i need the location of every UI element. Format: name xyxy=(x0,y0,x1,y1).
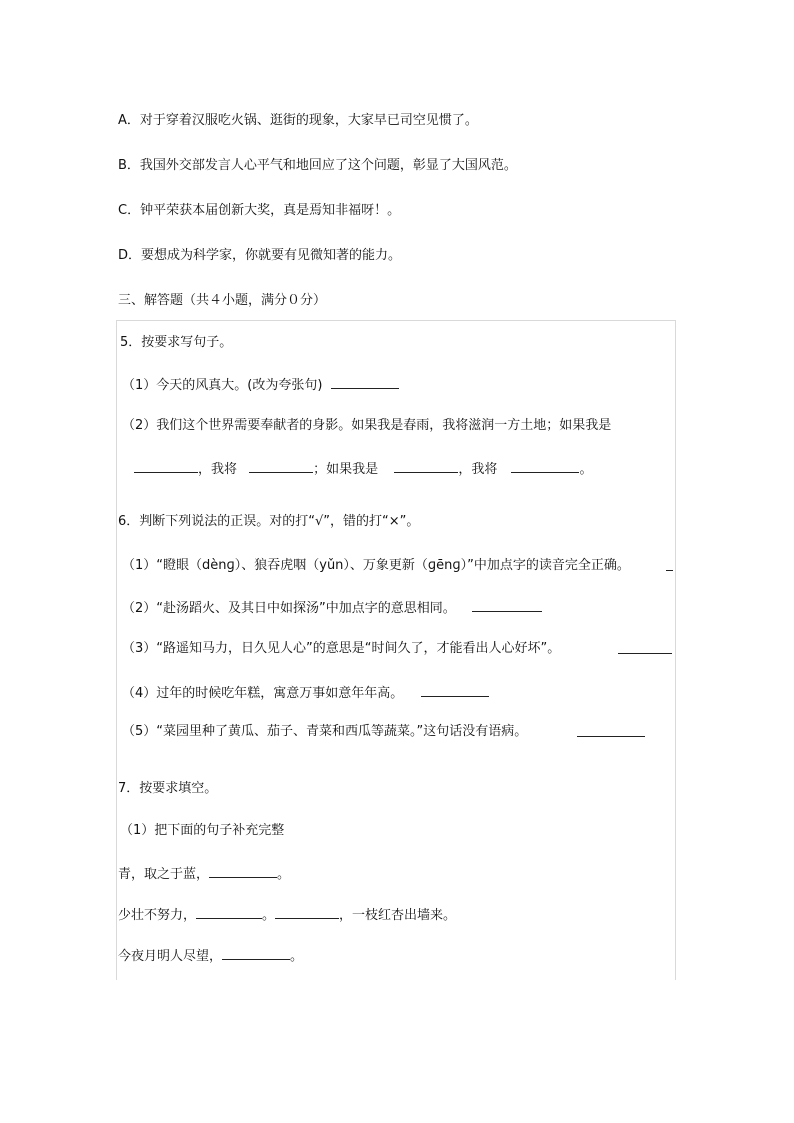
q7-line-2-blank-1[interactable] xyxy=(196,905,262,919)
q6-title: 6．判断下列说法的正误。对的打“√”，错的打“×”。 xyxy=(118,514,420,529)
q5-blank-1[interactable] xyxy=(134,459,198,473)
q7-line-2 xyxy=(118,905,456,925)
q6-item-2 xyxy=(122,598,542,618)
q5-part2-fill xyxy=(134,459,592,479)
q5-title: 5．按要求写句子。 xyxy=(120,335,233,350)
option-c: C．钟平荣获本届创新大奖，真是焉知非福呀！。 xyxy=(118,203,401,218)
q5-part1-text: （1）今天的风真大。(改为夸张句) xyxy=(122,378,323,393)
q7-line-2-end: ，一枝红杏出墙来。 xyxy=(339,908,457,923)
q6-item-3 xyxy=(122,640,560,658)
q7-line-3-text: 今夜月明人尽望， xyxy=(118,949,223,964)
q5-text-c: ，我将 xyxy=(458,462,498,477)
q6-item-3-text: （3）“路遥知马力，日久见人心”的意思是“时间久了，才能看出人心好坏”。 xyxy=(122,641,561,656)
q5-part2-intro: （2）我们这个世界需要奉献者的身影。如果我是春雨，我将滋润一方土地；如果我是 xyxy=(122,418,612,433)
q6-item-4-blank[interactable] xyxy=(421,683,489,697)
q6-item-3-blank[interactable] xyxy=(618,640,672,654)
q7-title: 7．按要求填空。 xyxy=(118,781,218,796)
q5-blank-3[interactable] xyxy=(394,459,458,473)
option-b: B．我国外交部发言人心平气和地回应了这个问题，彰显了大国风范。 xyxy=(118,158,517,173)
q7-line-2-blank-2[interactable] xyxy=(275,905,339,919)
q6-item-1-blank[interactable] xyxy=(666,557,673,571)
q6-item-5-text: （5）“菜园里种了黄瓜、茄子、青菜和西瓜等蔬菜。”这句话没有语病。 xyxy=(122,724,528,739)
q7-line-1 xyxy=(118,864,290,884)
q6-item-5-blank[interactable] xyxy=(577,723,645,737)
q6-item-4 xyxy=(122,683,489,703)
q7-sub1: （1）把下面的句子补充完整 xyxy=(120,823,285,838)
q7-line-1-blank[interactable] xyxy=(209,864,277,878)
q6-item-2-text: （2）“赴汤蹈火、及其日中如探汤”中加点字的意思相同。 xyxy=(122,601,456,616)
q7-line-1-end: 。 xyxy=(277,867,291,882)
q5-blank-2[interactable] xyxy=(249,459,313,473)
section-title: 三、解答题（共４小题，满分０分） xyxy=(118,293,327,308)
q7-line-3 xyxy=(118,946,303,966)
q7-line-2-text: 少壮不努力， xyxy=(118,908,197,923)
q5-text-b: ；如果我是 xyxy=(313,462,379,477)
q6-item-4-text: （4）过年的时候吃年糕，寓意万事如意年年高。 xyxy=(122,686,404,701)
q6-item-1 xyxy=(122,557,630,575)
q7-line-3-end: 。 xyxy=(290,949,304,964)
q6-item-5 xyxy=(122,723,527,741)
q6-item-1-text: （1）“瞪眼（dènɡ）、狼吞虎咽（yǔn）、万象更新（ɡēnɡ）”中加点字的读音完全正确。 xyxy=(122,558,630,573)
q5-text-end: 。 xyxy=(579,462,593,477)
q7-line-2-mid: 。 xyxy=(262,908,276,923)
q5-part1 xyxy=(122,375,399,395)
option-d: D．要想成为科学家，你就要有见微知著的能力。 xyxy=(118,248,402,263)
q7-line-3-blank[interactable] xyxy=(222,946,290,960)
q5-text-a: ，我将 xyxy=(198,462,238,477)
q7-line-1-text: 青，取之于蓝， xyxy=(118,867,210,882)
option-a: A．对于穿着汉服吃火锅、逛街的现象，大家早已司空见惯了。 xyxy=(118,113,478,128)
q5-blank-4[interactable] xyxy=(511,459,579,473)
q5-part1-blank[interactable] xyxy=(331,375,399,389)
q6-item-2-blank[interactable] xyxy=(472,598,542,612)
